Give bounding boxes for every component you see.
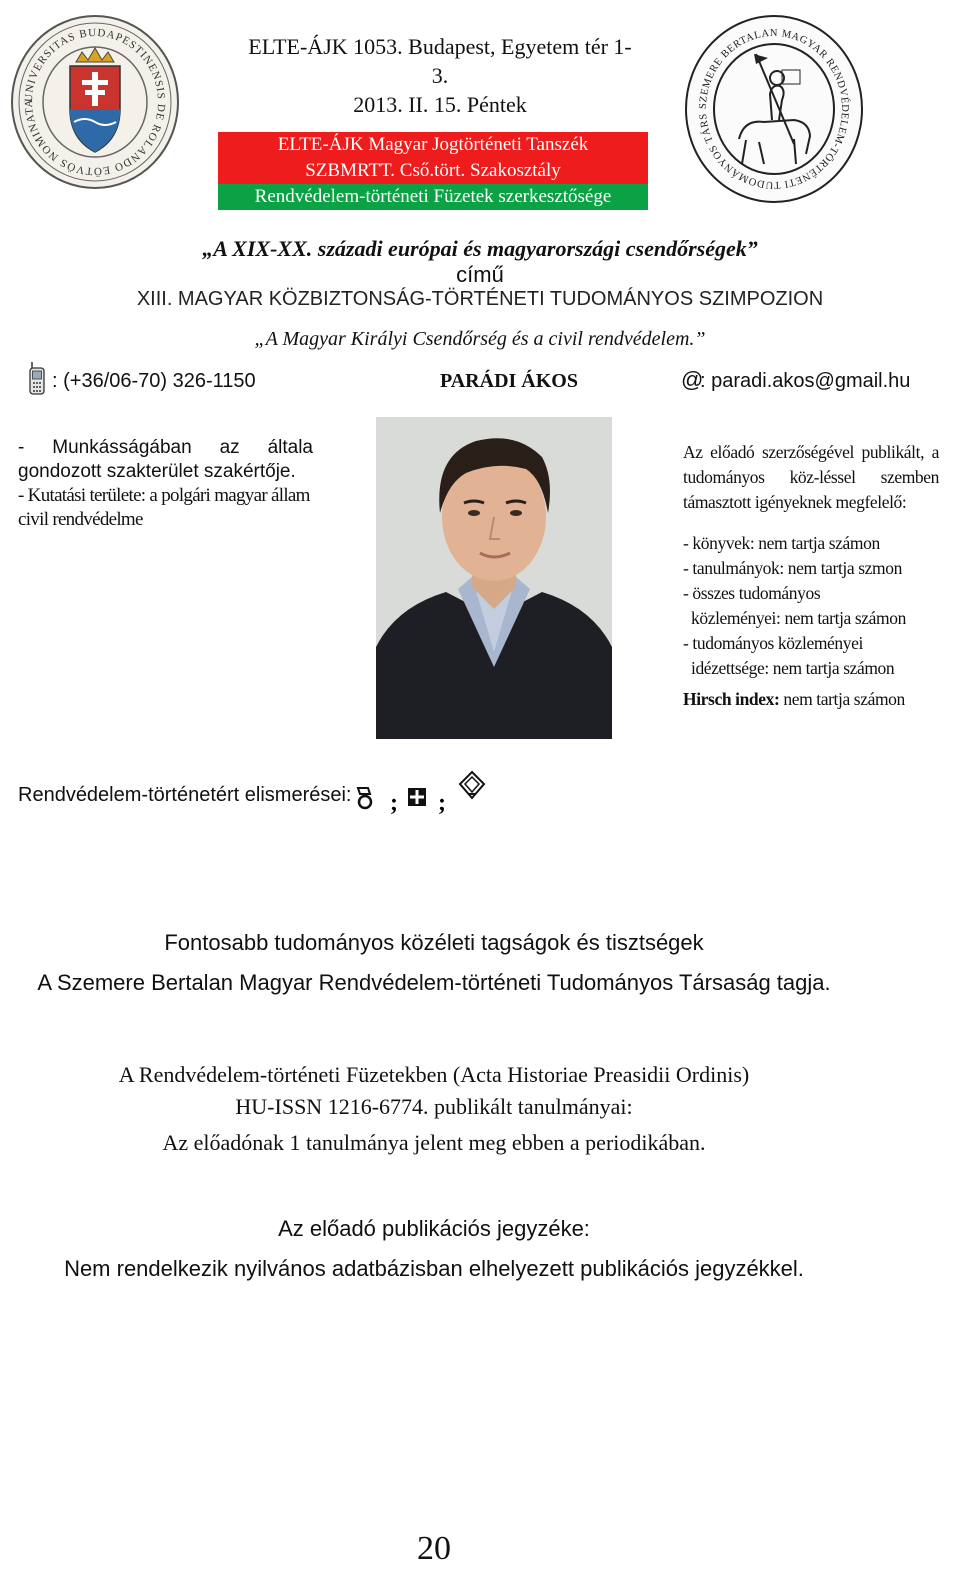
speaker-photo <box>376 417 612 739</box>
conference-cimu: című <box>456 262 504 287</box>
phone-number: : (+36/06-70) 326-1150 <box>52 370 256 392</box>
badge-icon <box>460 772 484 798</box>
event-address <box>210 32 670 119</box>
hirsch-value: nem tartja számon <box>779 689 905 709</box>
stat-all-pubs-1: - összes tudományos <box>683 583 821 603</box>
organizer-2: SZBMRTT. Cső.tört. Szakosztály <box>218 158 648 184</box>
stat-all-pubs-2: közleményei: nem tartja számon <box>691 608 906 628</box>
conference-title: „A XIX-XX. századi európai és magyarországi csendőrségek” <box>202 236 758 261</box>
address-line-1: ELTE-ÁJK 1053. Budapest, Egyetem tér 1- <box>248 34 632 59</box>
award-separator-2: ; <box>438 790 446 816</box>
research-area: - Kutatási területe: a polgári magyar állam civil rendvédelme <box>18 485 310 530</box>
stat-books: - könyvek: nem tartja számon <box>683 533 880 553</box>
organizer-bars <box>218 132 648 210</box>
stats-intro: Az előadó szerzőségével publikált, a tudományos köz-léssel szemben támasztott igényeknek megfelelő: <box>683 442 939 512</box>
cross-icon <box>408 788 426 806</box>
medal-icon <box>358 788 371 808</box>
journal-line-3: Az előadónak 1 tanulmánya jelent meg ebben a periodikában. <box>162 1130 706 1155</box>
hirsch-index <box>683 687 939 712</box>
journal-line-2: HU-ISSN 1216-6774. publikált tanulmányai: <box>235 1094 633 1119</box>
stat-citations-1: - tudományos közleményei <box>683 633 863 653</box>
speaker-name: PARÁDI ÁKOS <box>440 370 578 392</box>
svg-text:UNIVERSITAS BUDAPESTINENSIS DE: UNIVERSITAS BUDAPESTINENSIS DE ROLANDO EÖTVÖS NOMINATA <box>22 26 168 178</box>
mobile-phone-icon <box>26 360 48 396</box>
event-date: 2013. II. 15. Péntek <box>353 92 527 117</box>
awards-icons <box>356 770 496 816</box>
symposium-name: XIII. MAGYAR KÖZBIZTONSÁG-TÖRTÉNETI TUDOMÁNYOS SZIMPOZION <box>136 288 824 310</box>
speaker-expertise <box>18 436 313 532</box>
journal-line-1: A Rendvédelem-történeti Füzetekben (Acta Historiae Preasidii Ordinis) <box>118 1062 750 1087</box>
svg-text:SZEMERE BERTALAN MAGYAR RENDVÉ: SZEMERE BERTALAN MAGYAR RENDVÉDELEM-TÖRTÉNETI TUDOMÁNYOS TÁRS <box>697 27 851 191</box>
email-at-icon: @ <box>681 367 704 392</box>
organizer-1: ELTE-ÁJK Magyar Jogtörténeti Tanszék <box>218 132 648 158</box>
membership-title: Fontosabb tudományos közéleti tagságok és tisztségek <box>164 930 704 955</box>
page-number: 20 <box>417 1530 451 1567</box>
awards-label: Rendvédelem-történetért elismerései: <box>18 784 352 806</box>
publications-title: Az előadó publikációs jegyzéke: <box>278 1216 590 1241</box>
publications-text: Nem rendelkezik nyilvános adatbázisban elhelyezett publikációs jegyzékkel. <box>64 1256 804 1281</box>
hirsch-label: Hirsch index: <box>683 689 780 709</box>
address-line-2: 3. <box>431 63 449 88</box>
talk-title: „A Magyar Királyi Csendőrség és a civil rendvédelem.” <box>254 328 706 350</box>
membership-text: A Szemere Bertalan Magyar Rendvédelem-történeti Tudományos Társaság tagja. <box>37 970 831 995</box>
stat-studies: - tanulmányok: nem tartja szmon <box>683 558 902 578</box>
stat-citations-2: idézettsége: nem tartja számon <box>691 658 895 678</box>
publication-stats <box>683 440 939 712</box>
organizer-3: Rendvédelem-történeti Füzetek szerkesztősége <box>218 184 648 210</box>
award-separator-1: ; <box>390 790 398 816</box>
society-seal <box>684 14 864 204</box>
expertise-text: - Munkásságában az általa gondozott szakterület szakértője. <box>18 437 313 482</box>
email-address: : paradi.akos@gmail.hu <box>700 370 911 392</box>
elte-seal <box>10 14 180 190</box>
